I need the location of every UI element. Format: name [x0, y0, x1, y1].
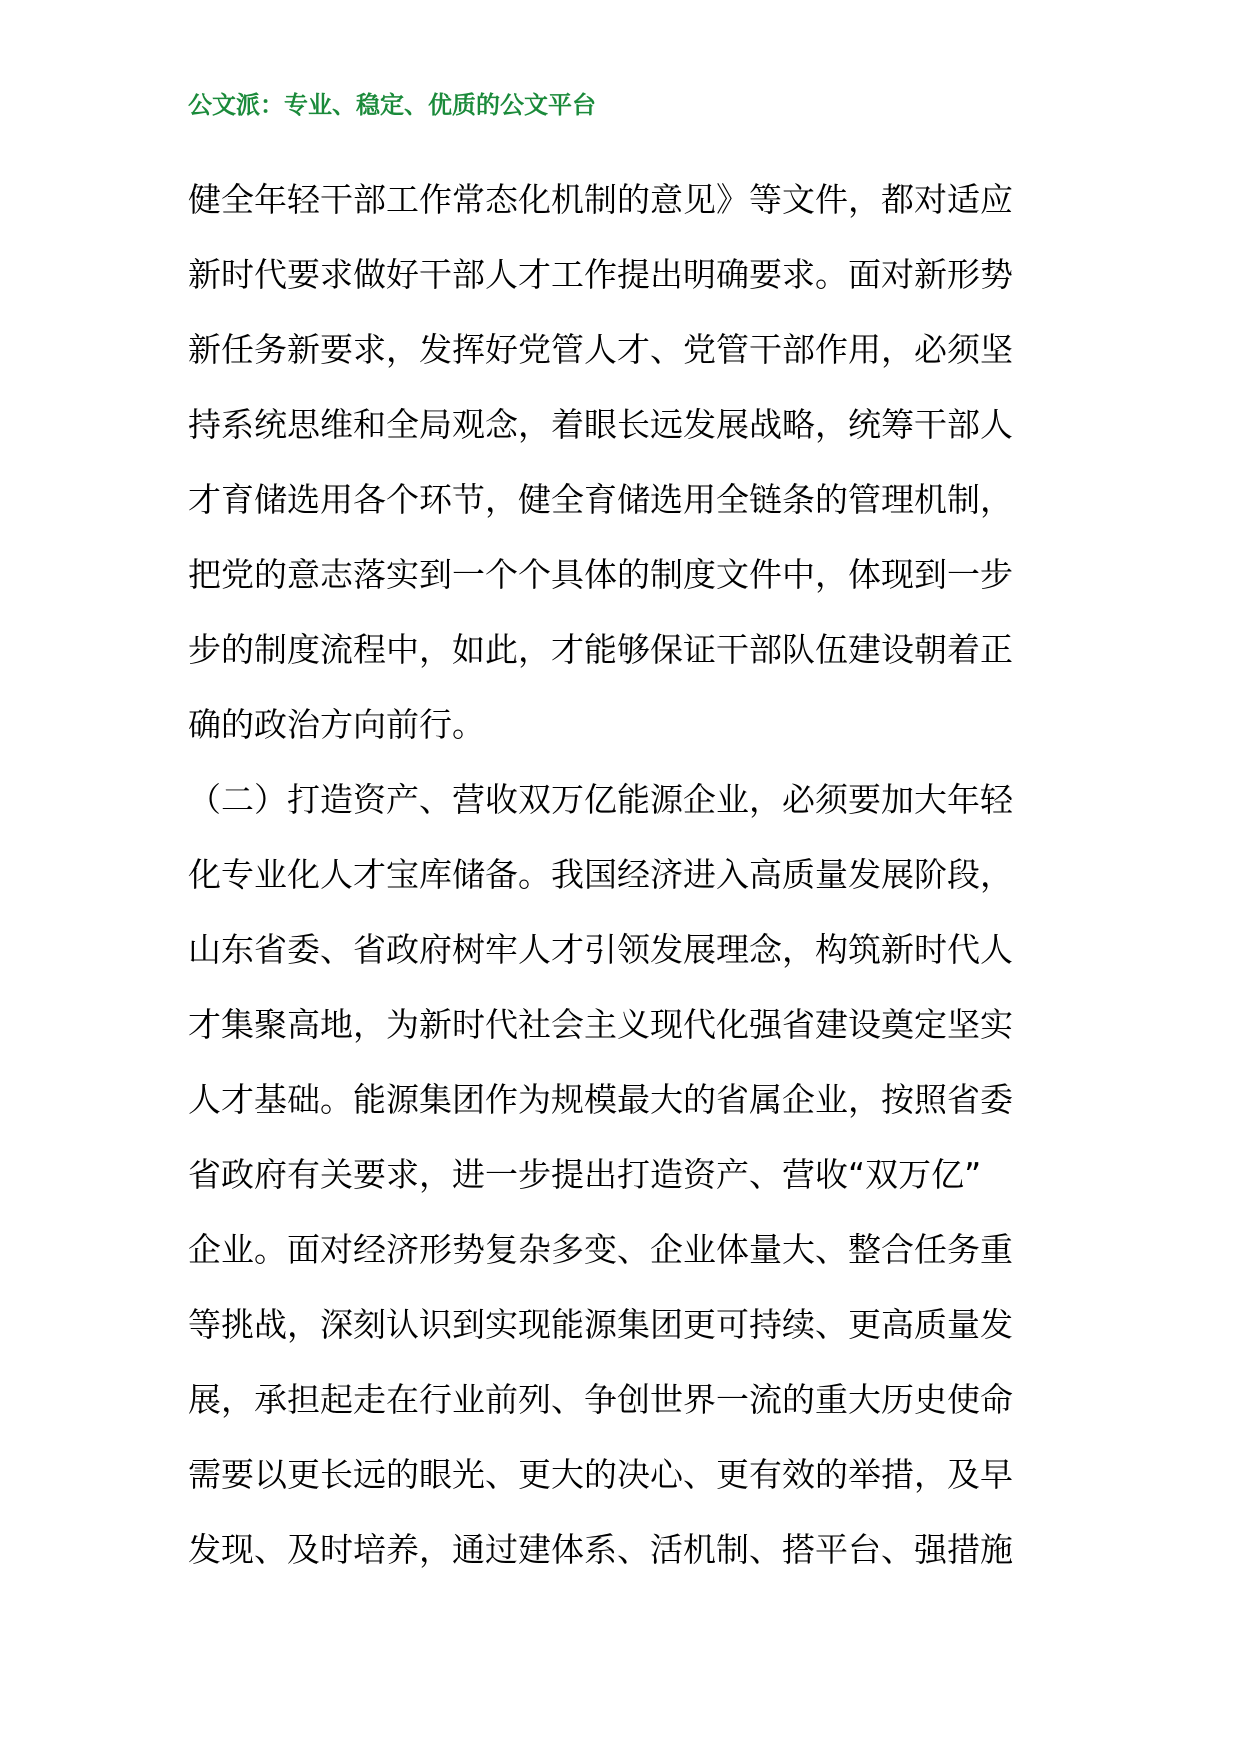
text-line: 才育储选用各个环节，健全育储选用全链条的管理机制， [188, 480, 1013, 519]
text-line: 才集聚高地，为新时代社会主义现代化强省建设奠定坚实 [188, 1005, 1013, 1044]
text-line: 持系统思维和全局观念，着眼长远发展战略，统筹干部人 [188, 405, 1013, 444]
text-line: 化专业化人才宝库储备。我国经济进入高质量发展阶段， [188, 855, 1013, 894]
header-banner: 公文派：专业、稳定、优质的公文平台 [188, 91, 596, 119]
text-line: 新任务新要求，发挥好党管人才、党管干部作用，必须坚 [188, 330, 1013, 369]
text-line: 健全年轻干部工作常态化机制的意见》等文件，都对适应 [188, 180, 1013, 219]
text-line: 山东省委、省政府树牢人才引领发展理念，构筑新时代人 [188, 930, 1013, 969]
text-line: 展，承担起走在行业前列、争创世界一流的重大历史使命 [188, 1380, 1013, 1419]
body-text [188, 162, 1068, 1587]
text-line: 确的政治方向前行。 [188, 705, 485, 744]
text-line: 人才基础。能源集团作为规模最大的省属企业，按照省委 [188, 1080, 1013, 1119]
text-line: 企业。面对经济形势复杂多变、企业体量大、整合任务重 [188, 1230, 1013, 1269]
text-line: （二）打造资产、营收双万亿能源企业，必须要加大年轻 [188, 780, 1013, 819]
text-line: 步的制度流程中，如此，才能够保证干部队伍建设朝着正 [188, 630, 1013, 669]
text-line: 需要以更长远的眼光、更大的决心、更有效的举措，及早 [188, 1455, 1013, 1494]
text-line: 省政府有关要求，进一步提出打造资产、营收“双万亿” [188, 1155, 982, 1194]
text-line: 发现、及时培养，通过建体系、活机制、搭平台、强措施 [188, 1530, 1013, 1569]
text-line: 把党的意志落实到一个个具体的制度文件中，体现到一步 [188, 555, 1013, 594]
text-line: 新时代要求做好干部人才工作提出明确要求。面对新形势 [188, 255, 1013, 294]
text-line: 等挑战，深刻认识到实现能源集团更可持续、更高质量发 [188, 1305, 1013, 1344]
